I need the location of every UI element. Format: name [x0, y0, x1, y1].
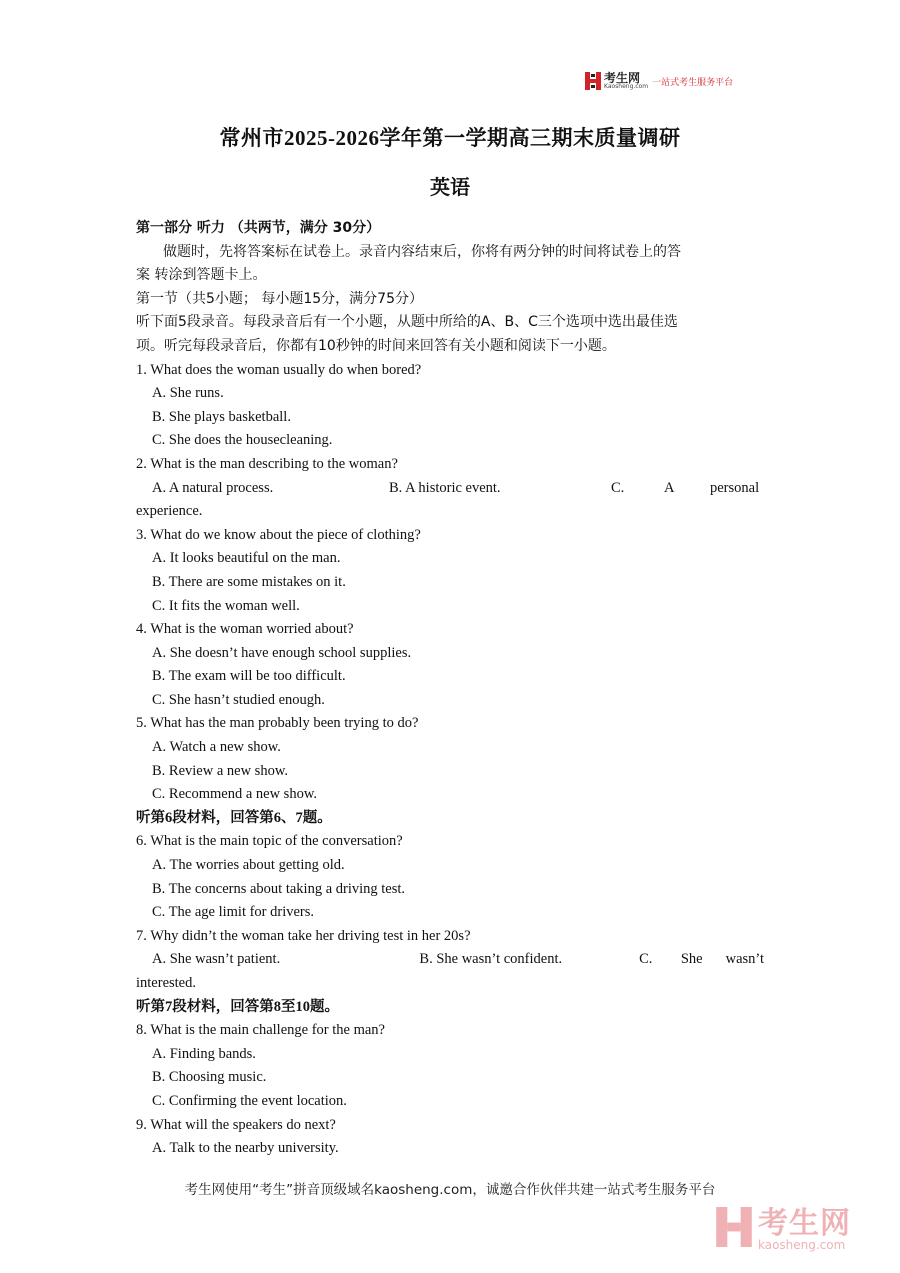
section1-instruction: 项。听完每段录音后，你都有10秒钟的时间来回答有关小题和阅读下一小题。 [136, 337, 616, 354]
option-c: C. Confirming the event location. [152, 1092, 347, 1109]
question-stem: 7. Why didn’t the woman take her driving test in her 20s? [136, 927, 471, 944]
option-c: C. She hasn’t studied enough. [152, 691, 325, 708]
watermark-mark-icon [716, 1207, 752, 1252]
option-c: C. The age limit for drivers. [152, 904, 315, 921]
options-row [136, 948, 764, 972]
option-a: A. It looks beautiful on the man. [152, 550, 341, 567]
watermark-domain: kaosheng.com [758, 1237, 846, 1252]
option-b: B. She plays basketball. [152, 408, 291, 425]
option-c: C. She does the housecleaning. [152, 432, 333, 449]
options-row [136, 477, 764, 501]
group-heading: 听第7段材料，回答第8至10题。 [136, 998, 339, 1015]
instruction-line: 案 转涂到答题卡上。 [136, 267, 267, 284]
question-stem: 9. What will the speakers do next? [136, 1116, 336, 1133]
question-stem: 2. What is the man describing to the woman? [136, 455, 398, 472]
option-c-word: personal [710, 479, 760, 496]
logo-domain: Kaosheng.com [604, 83, 649, 90]
question-stem: 1. What does the woman usually do when bored? [136, 361, 422, 378]
watermark-name: 考生网 [758, 1205, 851, 1241]
part1-heading: 第一部分 听力 （共两节，满分 30分） [136, 220, 381, 236]
option-c: C. Recommend a new show. [152, 786, 317, 803]
option-b: B. The concerns about taking a driving test. [152, 880, 406, 897]
option-b: B. There are some mistakes on it. [152, 573, 346, 590]
option-a: A. Talk to the nearby university. [152, 1140, 339, 1157]
option-c-label: C. [639, 951, 653, 968]
logo-mark-icon [585, 72, 601, 90]
option-a: A. The worries about getting old. [152, 857, 345, 874]
group-heading: 听第6段材料，回答第6、7题。 [136, 809, 332, 826]
option-a: A. Watch a new show. [152, 739, 281, 756]
option-c-continued: interested. [136, 975, 196, 991]
exam-content [136, 217, 764, 1161]
page-title: 常州市2025-2026学年第一学期高三期末质量调研 [219, 126, 681, 150]
page-subtitle: 英语 [430, 177, 470, 199]
option-c-word: wasn’t [725, 951, 764, 968]
question-stem: 4. What is the woman worried about? [136, 621, 354, 638]
option-a: A. Finding bands. [152, 1045, 256, 1062]
logo-slogan: 一站式考生服务平台 [652, 77, 734, 88]
option-b: B. She wasn’t confident. [419, 951, 563, 968]
option-a: A. She doesn’t have enough school supplies. [152, 644, 412, 661]
option-b: B. Choosing music. [152, 1069, 267, 1086]
option-c-label: C. [611, 479, 625, 496]
watermark-logo [716, 1207, 851, 1252]
logo-name: 考生网 [604, 71, 641, 85]
brand-logo[interactable] [585, 72, 733, 90]
option-b: B. Review a new show. [152, 762, 288, 779]
option-a: A. She wasn’t patient. [152, 951, 281, 968]
option-c-continued: experience. [136, 503, 203, 520]
instruction-line: 做题时，先将答案标在试卷上。录音内容结束后，你将有两分钟的时间将试卷上的答 [163, 243, 681, 260]
option-c: C. It fits the woman well. [152, 597, 300, 614]
footer-text: 考生网使用“考生”拼音顶级域名kaosheng.com，诚邀合作伙伴共建一站式考生服务平台 [184, 1182, 716, 1198]
option-a: A. She runs. [152, 385, 224, 402]
option-c-word: She [680, 951, 703, 968]
section1-instruction: 听下面5段录音。每段录音后有一个小题，从题中所给的A、B、C三个选项中选出最佳选 [136, 314, 678, 331]
option-b: B. A historic event. [389, 479, 501, 496]
question-stem: 8. What is the main challenge for the man? [136, 1022, 385, 1039]
question-stem: 6. What is the main topic of the conversation? [136, 833, 403, 850]
option-c-word: A [664, 479, 675, 496]
option-b: B. The exam will be too difficult. [152, 668, 346, 685]
question-stem: 5. What has the man probably been trying to do? [136, 715, 419, 732]
question-stem: 3. What do we know about the piece of clothing? [136, 526, 421, 543]
section1-heading: 第一节（共5小题； 每小题15分，满分75分） [136, 290, 423, 307]
option-a: A. A natural process. [152, 479, 274, 496]
